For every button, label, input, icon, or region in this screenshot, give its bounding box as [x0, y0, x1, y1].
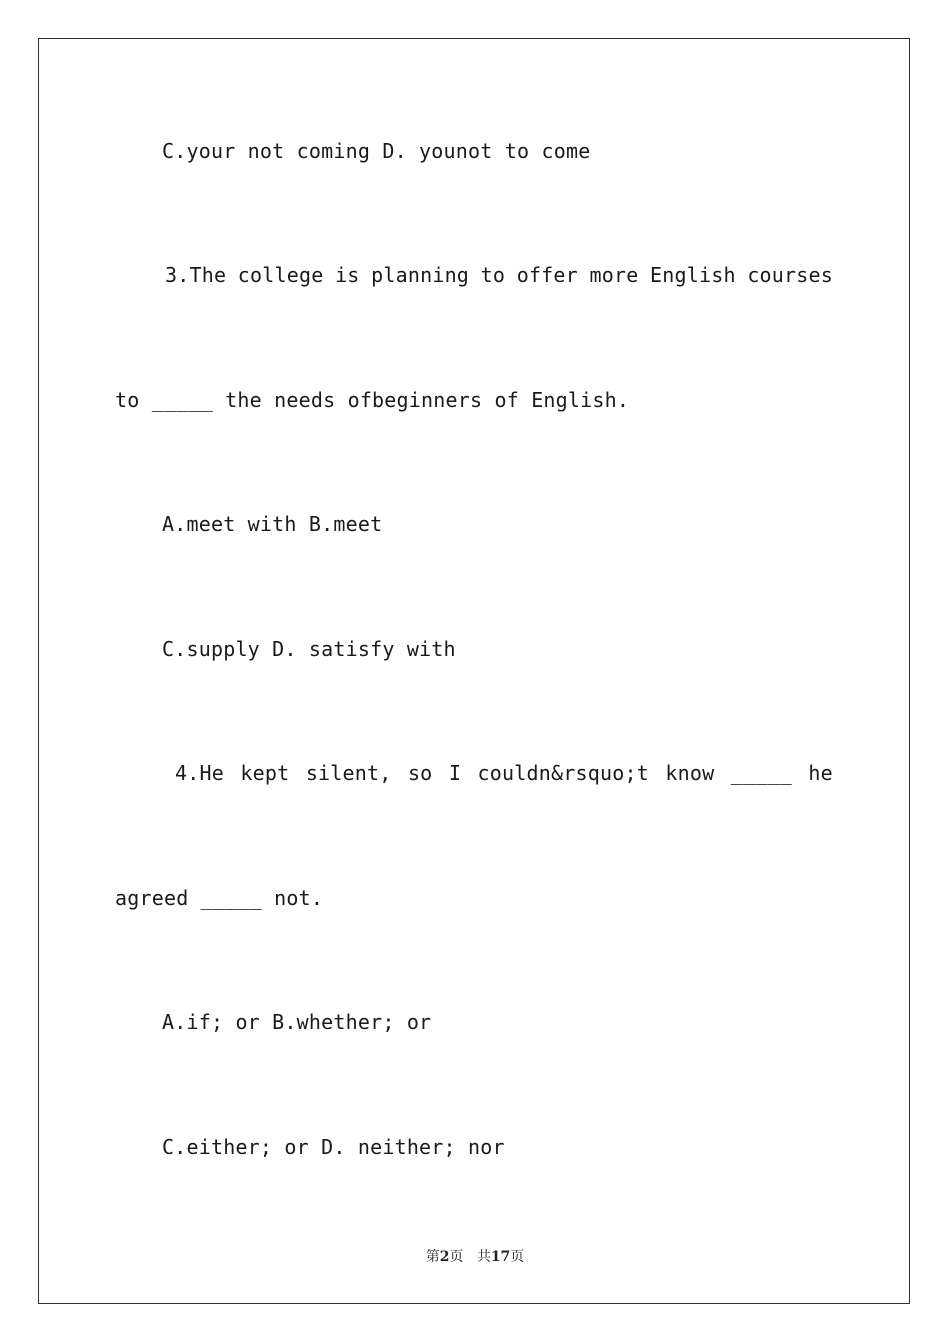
text-line-question-4-cont: agreed _____ not.: [115, 886, 324, 910]
word: English: [650, 263, 736, 287]
word: college: [237, 263, 324, 287]
word: so: [407, 761, 433, 785]
word: more: [589, 263, 639, 287]
word: I: [448, 761, 462, 785]
total-page-count: 17: [490, 1249, 511, 1265]
word: kept: [240, 761, 290, 785]
page-border: [38, 38, 910, 1304]
word: planning: [371, 263, 470, 287]
footer-total-prefix: 共: [476, 1249, 491, 1265]
word: is: [335, 263, 360, 287]
word: 4.He: [175, 761, 224, 785]
text-line-option-c-d-q2: C.your not coming D. younot to come: [162, 139, 591, 163]
text-line-option-a-b-q3: A.meet with B.meet: [162, 512, 383, 536]
page-footer: [0, 1247, 950, 1267]
word: courses: [747, 263, 833, 287]
word: 3.The: [165, 263, 227, 287]
word: to: [480, 263, 506, 287]
text-line-question-4: [175, 760, 833, 786]
current-page-number: 2: [439, 1249, 450, 1265]
word: he: [808, 761, 833, 785]
word: couldn&rsquo;t: [477, 761, 649, 785]
word: know: [665, 761, 715, 785]
word: silent,: [305, 761, 392, 785]
word: offer: [516, 263, 578, 287]
text-line-option-a-b-q4: A.if; or B.whether; or: [162, 1010, 432, 1034]
text-line-question-3: [165, 262, 833, 288]
footer-total-suffix: 页: [510, 1249, 525, 1265]
footer-page-suffix: 页: [449, 1249, 464, 1265]
text-line-option-c-d-q4: C.either; or D. neither; nor: [162, 1135, 505, 1159]
text-line-question-3-cont: to _____ the needs ofbeginners of English.: [115, 388, 630, 412]
word: _____: [730, 761, 792, 785]
footer-prefix: 第: [425, 1249, 440, 1265]
text-line-option-c-d-q3: C.supply D. satisfy with: [162, 637, 456, 661]
